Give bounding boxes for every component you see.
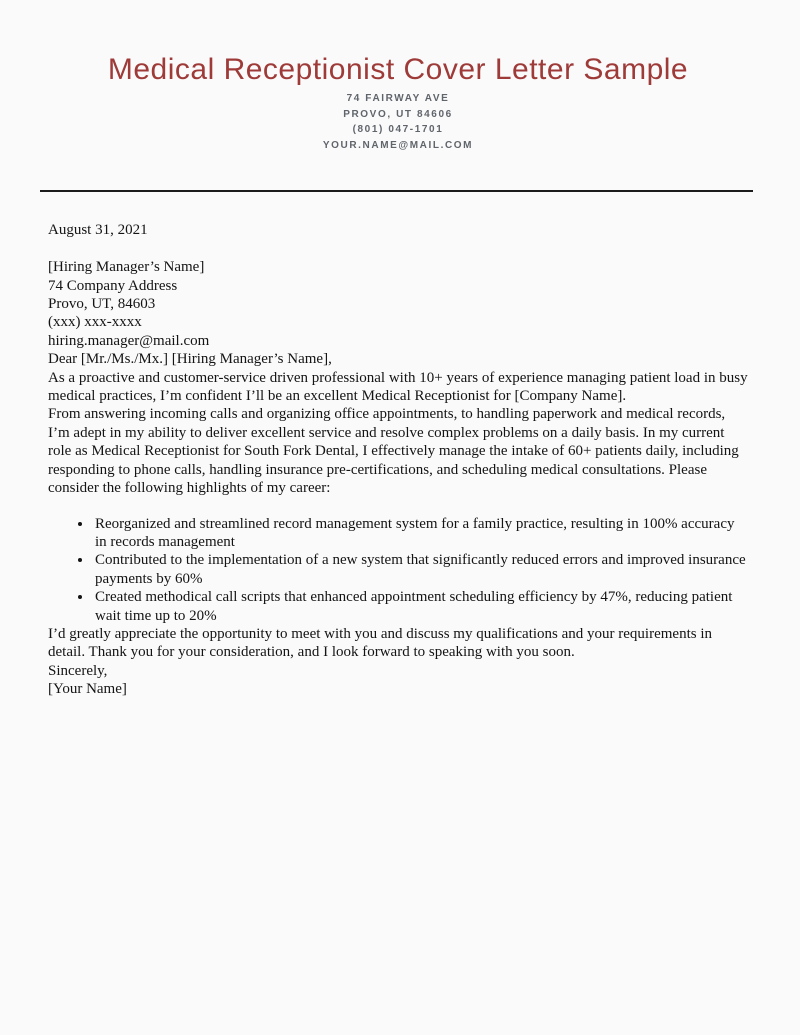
intro-paragraph: As a proactive and customer-service driven professional with 10+ years of experience managing patient load in busy medical practices, I’m confident I’ll be an excellent Medical Receptionist for [Company Name].: [48, 369, 748, 405]
experience-paragraph: From answering incoming calls and organizing office appointments, to handling paperwork and medical records, I’m adept in my ability to deliver excellent service and resolve complex problems on a daily basis. In my current role as Medical Receptionist for South Fork Dental, I effectively manage the intake of 60+ patients daily, including responding to phone calls, handling insurance pre-certifications, and scheduling medical consultations. Please consider the following highlights of my career:: [48, 406, 739, 497]
contact-city: PROVO, UT 84606: [343, 108, 453, 120]
page-title: Medical Receptionist Cover Letter Sample: [107, 53, 689, 86]
letter-body: [48, 221, 748, 699]
valediction: Sincerely,: [48, 662, 108, 679]
contact-email: YOUR.NAME@MAIL.COM: [322, 140, 474, 152]
closing-paragraph: I’d greatly appreciate the opportunity to meet with you and discuss my qualifications and your requirements in detail. Thank you for your consideration, and I look forward to speaking with you soon.: [48, 625, 712, 661]
letter-date: August 31, 2021: [48, 221, 148, 238]
recipient-address: 74 Company Address: [48, 277, 178, 294]
highlights-list: [48, 515, 748, 625]
recipient-email: hiring.manager@mail.com: [48, 332, 210, 349]
contact-street: 74 FAIRWAY AVE: [346, 93, 450, 104]
contact-block: [48, 91, 748, 154]
highlight-item: • Reorganized and streamlined record management system for a family practice, resulting in 100% accuracy in records management: [93, 515, 748, 552]
recipient-phone: (xxx) xxx-xxxx: [48, 314, 142, 331]
letterhead: [48, 52, 748, 154]
recipient-city: Provo, UT, 84603: [48, 296, 156, 313]
highlight-item: • Contributed to the implementation of a new system that significantly reduced errors and improved insurance payments by 60%: [93, 551, 748, 588]
header-divider: [40, 190, 753, 192]
salutation: Dear [Mr./Ms./Mx.] [Hiring Manager’s Name],: [48, 351, 332, 368]
recipient-name: [Hiring Manager’s Name]: [48, 259, 205, 276]
recipient-block: [48, 258, 748, 350]
highlight-item: • Created methodical call scripts that enhanced appointment scheduling efficiency by 47%, reducing patient wait time up to 20%: [93, 588, 748, 625]
signature-name: [Your Name]: [48, 681, 127, 698]
contact-phone: (801) 047-1701: [352, 124, 444, 136]
